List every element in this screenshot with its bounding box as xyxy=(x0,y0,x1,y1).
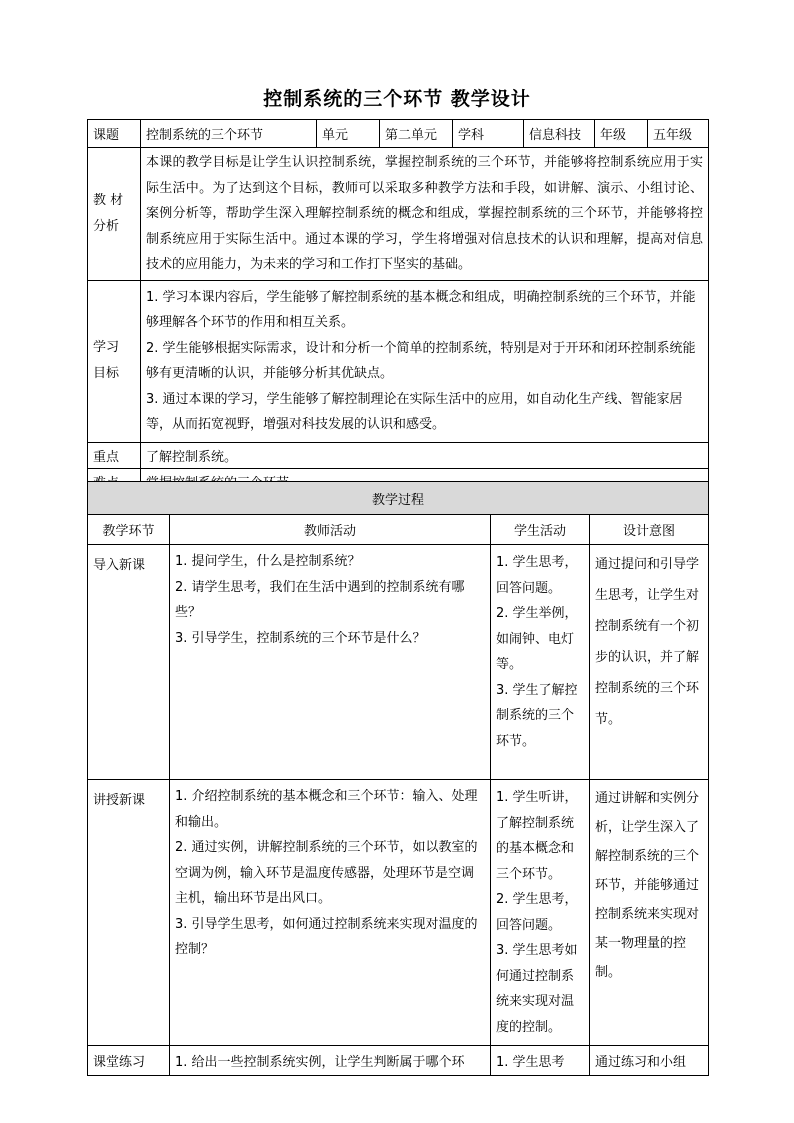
goals-list xyxy=(141,280,709,442)
stage-cell: 讲授新课 xyxy=(88,780,170,1046)
table-row xyxy=(88,780,709,1046)
stage-cell: 导入新课 xyxy=(88,545,170,780)
teacher-step: 1. 提问学生，什么是控制系统？ xyxy=(175,554,361,569)
teacher-step: 3. 引导学生思考，如何通过控制系统来实现对温度的控制？ xyxy=(175,916,478,957)
goals-label-line1: 学习 xyxy=(93,340,120,355)
student-step: 1. 学生听讲，了解控制系统的基本概念和三个环节。 xyxy=(496,790,578,882)
teacher-step: 2. 请学生思考，我们在生活中遇到的控制系统有哪些？ xyxy=(175,579,465,620)
analysis-text: 本课的教学目标是让学生认识控制系统，掌握控制系统的三个环节，并能够将控制系统应用于实际生活中。为了达到这个目标，教师可以采取多种教学方法和手段，如讲解、演示、小组讨论、案例分析等，帮助学生深入理解控制系统的概念和组成，掌握控制系统的三个环节，并能够将控制系统应用于实际生活中。通过本课的学习，学生将增强对信息技术的认识和理解，提高对信息技术的应用能力，为未来的学习和工作打下坚实的基础。 xyxy=(141,148,709,281)
teacher-activity xyxy=(170,545,491,780)
teacher-activity: 1. 给出一些控制系统实例，让学生判断属于哪个环 xyxy=(170,1046,491,1076)
student-step: 3. 学生思考如何通过控制系统来实现对温度的控制。 xyxy=(496,943,578,1035)
design-intent: 通过提问和引导学生思考，让学生对控制系统有一个初步的认识，并了解控制系统的三个环节。 xyxy=(590,545,709,780)
student-activity: 1. 学生思考 xyxy=(491,1046,590,1076)
topic-label: 课题 xyxy=(88,120,141,148)
process-table xyxy=(87,481,709,1076)
subject-label: 学科 xyxy=(453,120,524,148)
teacher-activity xyxy=(170,780,491,1046)
goal-item: 1. 学习本课内容后，学生能够了解控制系统的基本概念和组成，明确控制系统的三个环节，并能够理解各个环节的作用和相互关系。 xyxy=(146,289,696,330)
grade-label: 年级 xyxy=(595,120,648,148)
unit-value: 第二单元 xyxy=(380,120,453,148)
design-intent: 通过讲解和实例分析，让学生深入了解控制系统的三个环节，并能够通过控制系统来实现对某一物理量的控制。 xyxy=(590,780,709,1046)
analysis-label-line1: 教 材 xyxy=(93,192,124,208)
goals-label-line2: 目标 xyxy=(93,366,120,381)
grade-value: 五年级 xyxy=(648,120,709,148)
teacher-step: 1. 介绍控制系统的基本概念和三个环节：输入、处理和输出。 xyxy=(175,789,478,830)
page-title: 控制系统的三个环节 教学设计 xyxy=(263,88,531,110)
goal-item: 3. 通过本课的学习，学生能够了解控制理论在实际生活中的应用，如自动化生产线、智能家居等，从而拓宽视野，增强对科技发展的认识和感受。 xyxy=(146,391,683,432)
goals-label xyxy=(88,280,141,442)
design-intent: 通过练习和小组 xyxy=(590,1046,709,1076)
table-row xyxy=(88,1046,709,1076)
student-step: 3. 学生了解控制系统的三个环节。 xyxy=(496,682,578,749)
student-activity xyxy=(491,545,590,780)
info-table xyxy=(87,119,709,495)
teacher-step: 2. 通过实例，讲解控制系统的三个环节，如以教室的空调为例，输入环节是温度传感器，处理环节是空调主机，输出环节是出风口。 xyxy=(175,840,478,906)
subject-value: 信息科技 xyxy=(524,120,595,148)
unit-label: 单元 xyxy=(317,120,380,148)
teacher-step: 3. 引导学生，控制系统的三个环节是什么？ xyxy=(175,630,426,646)
student-step: 2. 学生举例，如闹钟、电灯等。 xyxy=(496,606,578,672)
student-step: 2. 学生思考，回答问题。 xyxy=(496,892,578,933)
stage-cell: 课堂练习 xyxy=(88,1046,170,1076)
key-point-text: 了解控制系统。 xyxy=(141,442,709,468)
analysis-label xyxy=(88,148,141,281)
column-header-student: 学生活动 xyxy=(491,515,590,545)
analysis-label-line2: 分析 xyxy=(93,218,120,234)
column-header-teacher: 教师活动 xyxy=(170,515,491,545)
process-header: 教学过程 xyxy=(88,482,709,515)
column-header-intent: 设计意图 xyxy=(590,515,709,545)
table-row xyxy=(88,545,709,780)
topic-value: 控制系统的三个环节 xyxy=(141,120,317,148)
student-activity xyxy=(491,780,590,1046)
student-step: 1. 学生思考，回答问题。 xyxy=(496,555,578,596)
column-header-stage: 教学环节 xyxy=(88,515,170,545)
key-point-label: 重点 xyxy=(88,442,141,468)
goal-item: 2. 学生能够根据实际需求，设计和分析一个简单的控制系统，特别是对于开环和闭环控制系统能够有更清晰的认识，并能够分析其优缺点。 xyxy=(146,340,696,381)
